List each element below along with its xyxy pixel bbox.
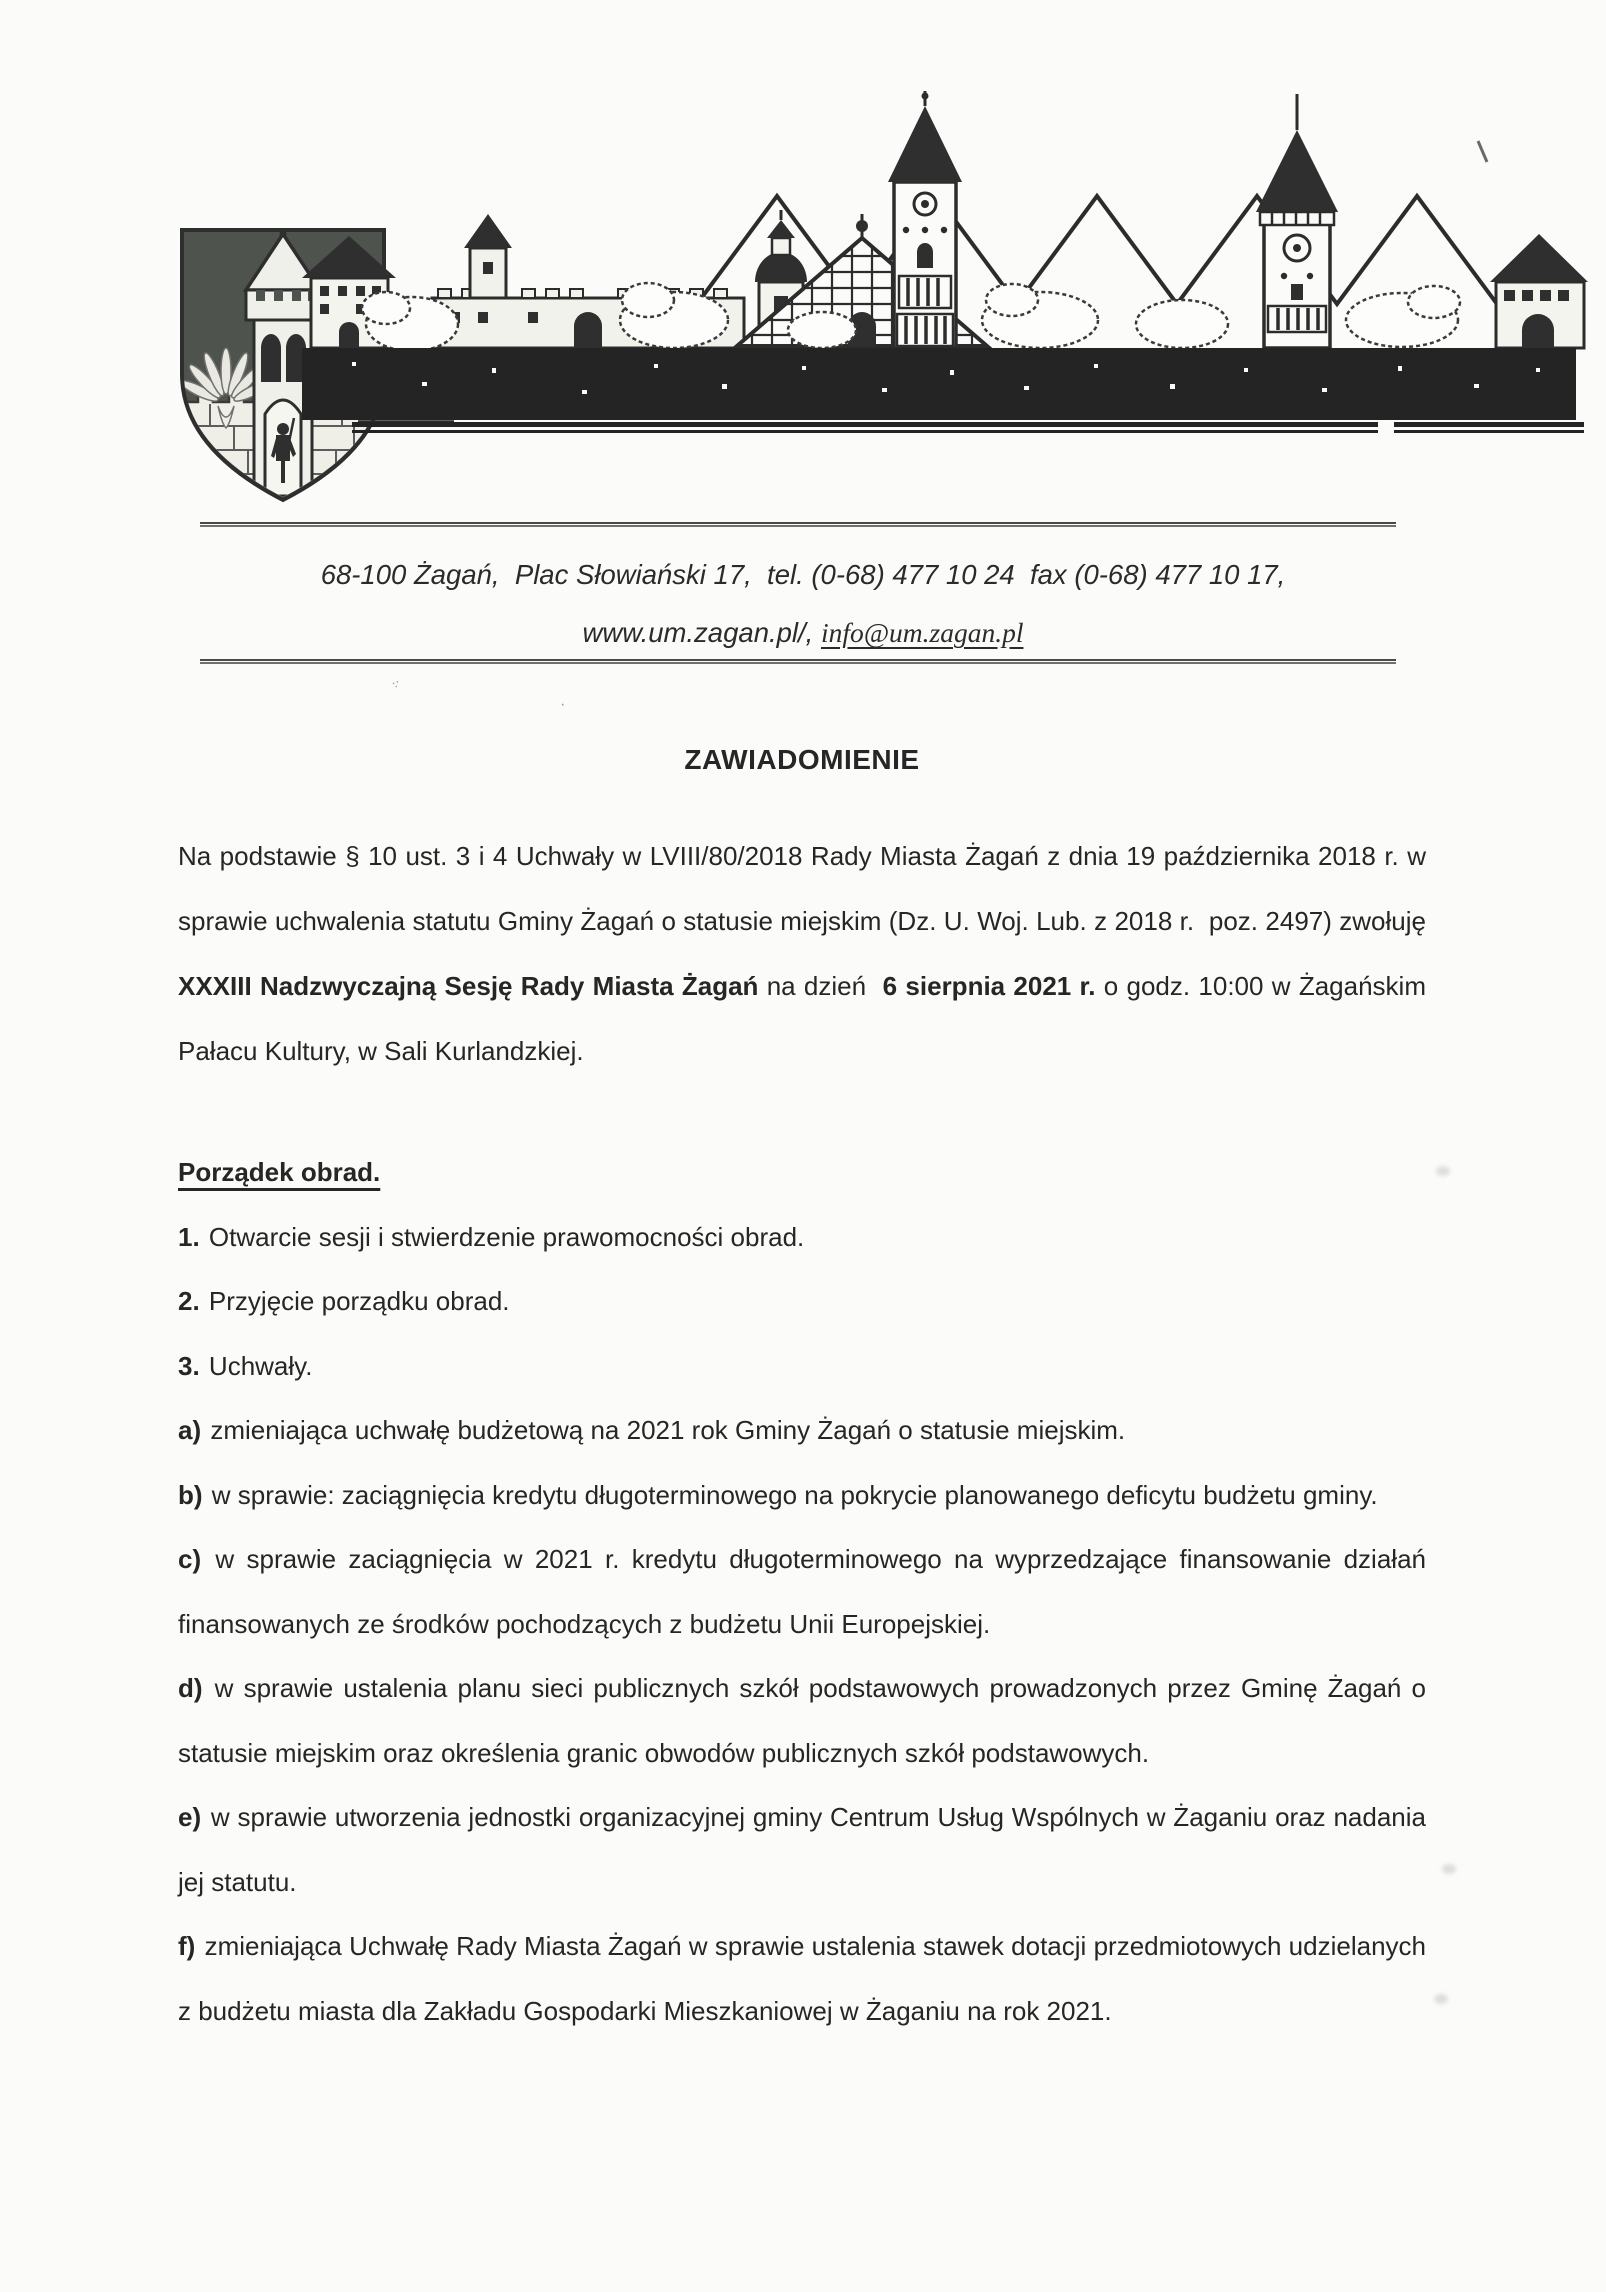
zagan-city-skyline-drawing (282, 86, 1588, 434)
scan-smudge (1436, 1166, 1450, 1176)
agenda-item (178, 1785, 1426, 1914)
intro-text-run: na dzień (758, 971, 883, 1001)
agenda-item-marker: 2. (178, 1286, 200, 1316)
letterhead-divider-top (200, 522, 1396, 527)
agenda-item-marker: a) (178, 1415, 202, 1445)
agenda-item-text: w sprawie utworzenia jednostki organizacyjnej gminy Centrum Usług Wspólnych w Żaganiu oraz nadania jej statutu. (178, 1802, 1426, 1897)
agenda-item-marker: c) (178, 1544, 202, 1574)
agenda-item-text: w sprawie ustalenia planu sieci publicznych szkół podstawowych prowadzonych przez Gminę Żagań o statusie miejskim oraz określenia granic obwodów publicznych szkół podstawowych. (178, 1673, 1426, 1768)
email-text: info@um.zagan.pl (820, 617, 1024, 648)
letterhead-address (160, 546, 1446, 662)
agenda-item-marker: d) (178, 1673, 203, 1703)
agenda-item-marker: f) (178, 1931, 196, 1961)
agenda-item-marker: 1. (178, 1221, 200, 1252)
agenda-section (178, 1140, 1426, 2043)
notice-intro-paragraph (178, 824, 1426, 1084)
agenda-item (178, 1334, 1426, 1399)
agenda-item (178, 1269, 1426, 1334)
scan-speck: ⁖ (389, 675, 401, 693)
agenda-item-text: Otwarcie sesji i stwierdzenie prawomocności obrad. (201, 1221, 805, 1252)
agenda-item-text: zmieniająca uchwałę budżetową na 2021 rok Gminy Żagań o statusie miejskim. (203, 1415, 1126, 1445)
clock-tower (1256, 94, 1338, 348)
ground-line (352, 420, 1584, 434)
letterhead-divider-bottom (200, 659, 1396, 664)
intro-text-run: Na podstawie § 10 ust. 3 i 4 Uchwały w LVIII/80/2018 Rady Miasta Żagań z dnia 19 października 2018 r. w sprawie uchwalenia statutu Gminy Żagań o statusie miejskim (Dz. U. Woj. Lub. z 2018 r. poz. 2497) zwołuję (178, 841, 1426, 936)
church-tower (888, 91, 962, 348)
address-line2 (160, 604, 1446, 662)
agenda-item-text: Uchwały. (201, 1350, 313, 1381)
agenda-item (178, 1398, 1426, 1463)
gatehouse (1490, 234, 1588, 348)
agenda-item-marker: e) (178, 1802, 202, 1832)
scan-smudge (1442, 1864, 1456, 1874)
agenda-item-text: zmieniająca Uchwałę Rady Miasta Żagań w sprawie ustalenia stawek dotacji przedmiotowych udzielanych z budżetu miasta dla Zakładu Gospodarki Mieszkaniowej w Żaganiu na rok 2021. (178, 1931, 1426, 2026)
agenda-item-text: w sprawie zaciągnięcia w 2021 r. kredytu długoterminowego na wyprzedzające finansowanie działań finansowanych ze środków pochodzących z budżetu Unii Europejskiej. (178, 1544, 1426, 1639)
agenda-item-text: w sprawie: zaciągnięcia kredytu długoterminowego na pokrycie planowanego deficytu budżetu gminy. (204, 1479, 1378, 1510)
agenda-item (178, 1527, 1426, 1656)
website-text: www.um.zagan.pl/, (582, 617, 814, 648)
agenda-item (178, 1656, 1426, 1785)
wall-band (302, 348, 1576, 420)
intro-bold-run: XXXIII Nadzwyczajną Sesję Rady Miasta Żagań (178, 971, 759, 1001)
agenda-item (178, 1463, 1426, 1528)
address-line1: 68-100 Żagań, Plac Słowiański 17, tel. (0-68) 477 10 24 fax (0-68) 477 10 17, (320, 559, 1286, 590)
agenda-item (178, 1914, 1426, 2043)
notice-title: ZAWIADOMIENIE (684, 744, 920, 775)
agenda-heading: Porządek obrad. (178, 1157, 381, 1187)
agenda-list (178, 1205, 1426, 2044)
agenda-item-marker: b) (178, 1479, 203, 1510)
intro-bold-run: 6 sierpnia 2021 r. (882, 971, 1096, 1001)
agenda-item (178, 1205, 1426, 1270)
agenda-item-text: Przyjęcie porządku obrad. (201, 1286, 510, 1316)
agenda-item-marker: 3. (178, 1350, 200, 1381)
intro-text-run: o godz. 10:00 w Żagańskim Pałacu Kultury, w Sali Kurlandzkiej. (178, 971, 1426, 1066)
scan-smudge (1434, 1994, 1448, 2004)
scan-speck: · (560, 696, 566, 713)
